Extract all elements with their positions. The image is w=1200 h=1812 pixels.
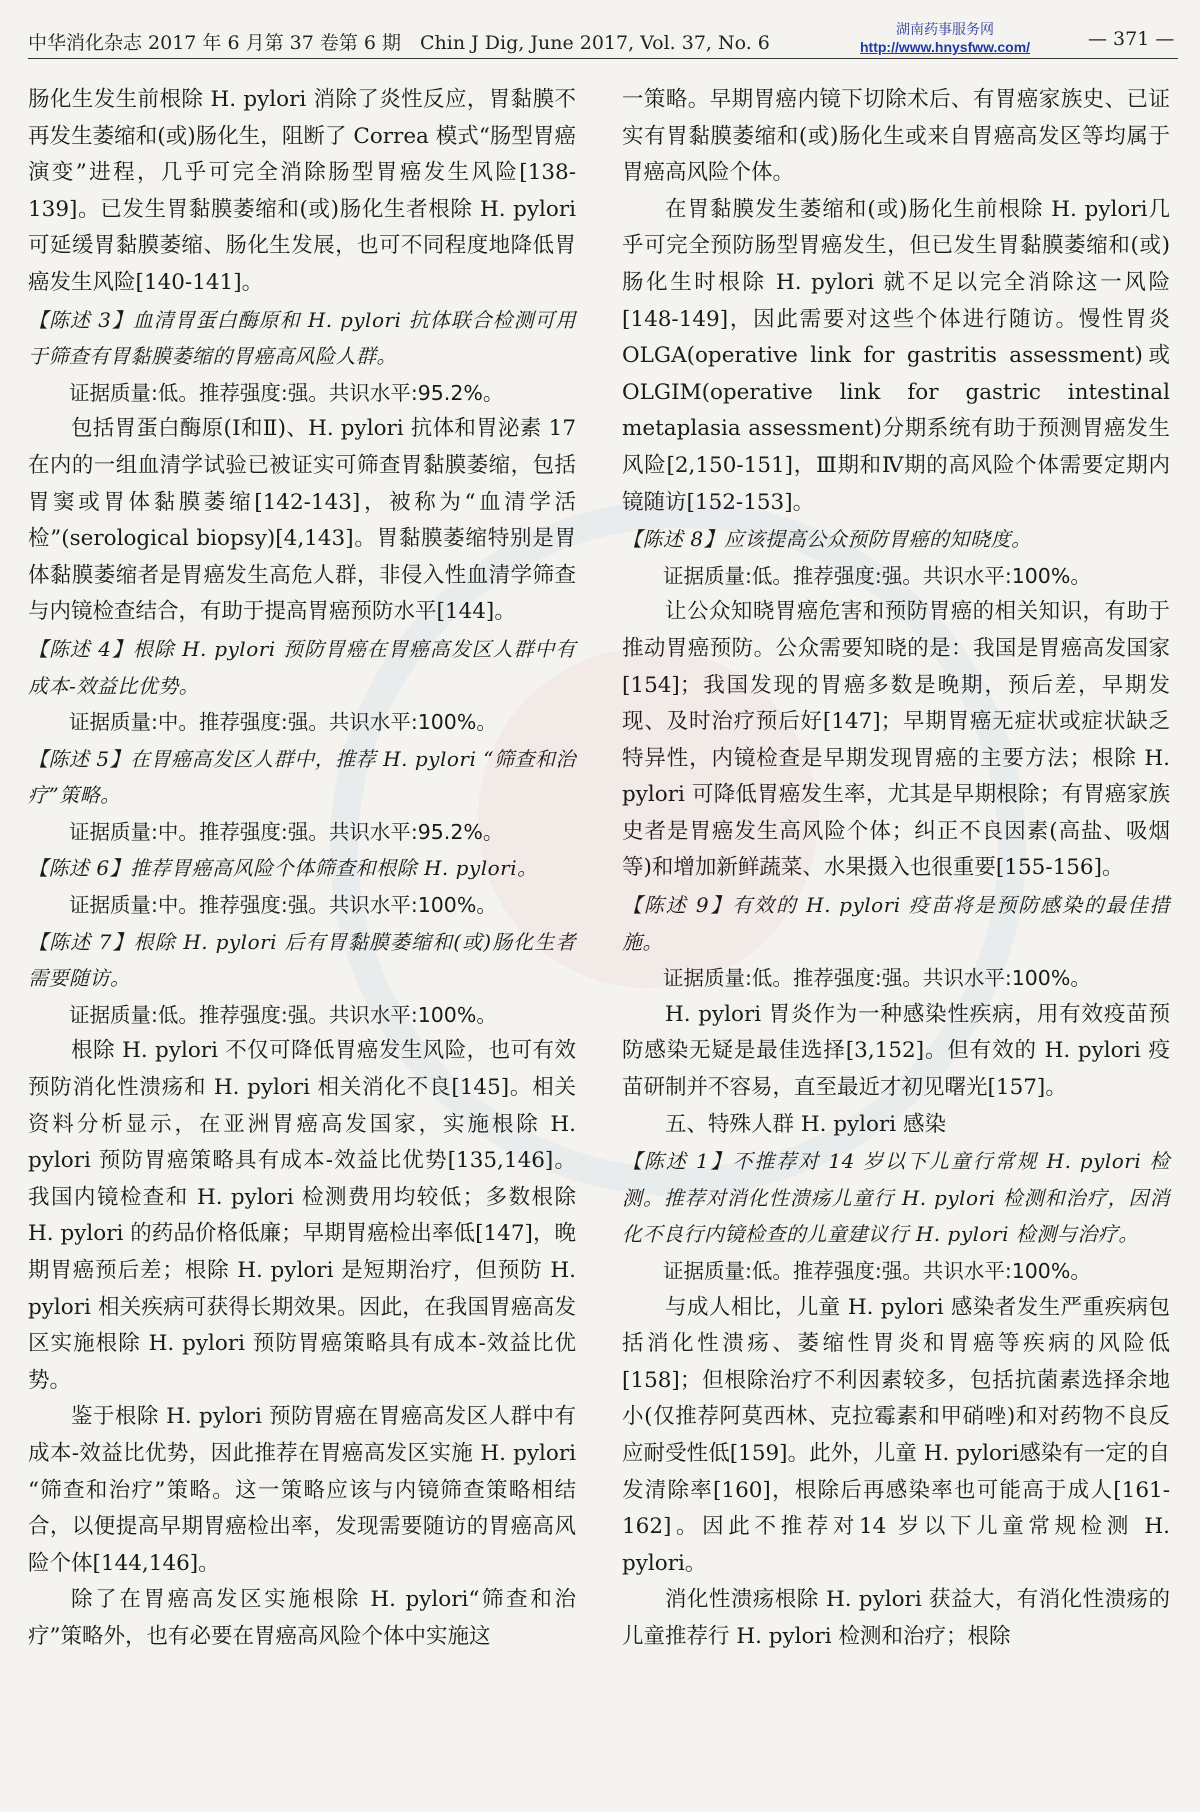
site-stamp <box>860 20 1030 56</box>
body-paragraph: 根除 H. pylori 不仅可降低胃癌发生风险，也可有效预防消化性溃疡和 H. pylori 相关消化不良[145]。相关资料分析显示，在亚洲胃癌高发国家，实施根除 H. pylori 预防胃癌策略具有成本-效益比优势[135,146]。我国内镜检查和 H. pylori 检测费用均较低；多数根除 H. pylori 的药品价格低廉；早期胃癌检出率低[147]，晚期胃癌预后差；根除 H. pylori 是短期治疗，但预防 H. pylori 相关疾病可获得长期效果。因此，在我国胃癌高发区实施根除 H. pylori 预防胃癌策略具有成本-效益比优势。 <box>28 1038 576 1393</box>
evidence-quality-line: 证据质量:低。推荐强度:强。共识水平:95.2%。 <box>69 380 504 405</box>
body-paragraph: 消化性溃疡根除 H. pylori 获益大，有消化性溃疡的儿童推荐行 H. pylori 检测和治疗；根除 <box>622 1587 1170 1649</box>
page-header <box>28 20 1178 60</box>
evidence-quality-line: 证据质量:低。推荐强度:强。共识水平:100%。 <box>69 1002 497 1027</box>
page-number: — 371 — <box>1088 28 1175 50</box>
journal-info: 中华消化杂志 2017 年 6 月第 37 卷第 6 期 Chin J Dig, June 2017, Vol. 37, No. 6 <box>28 32 770 54</box>
evidence-quality-line: 证据质量:低。推荐强度:强。共识水平:100%。 <box>663 966 1091 991</box>
site-name: 湖南药事服务网 <box>896 21 995 37</box>
body-paragraph: 除了在胃癌高发区实施根除 H. pylori“筛查和治疗”策略外，也有必要在胃癌高风险个体中实施这 <box>28 1587 576 1649</box>
evidence-quality-line: 证据质量:中。推荐强度:强。共识水平:100%。 <box>69 710 497 735</box>
statement-paragraph: 【陈述 4】根除 H. pylori 预防胃癌在胃癌高发区人群中有成本-效益比优势。 <box>28 636 576 698</box>
body-paragraph: 包括胃蛋白酶原(Ⅰ和Ⅱ)、H. pylori 抗体和胃泌素 17 在内的一组血清学试验已被证实可筛查胃黏膜萎缩，包括胃窦或胃体黏膜萎缩[142-143]，被称为“血清学活检”(serological biopsy)[4,143]。胃黏膜萎缩特别是胃体黏膜萎缩者是胃癌发生高危人群，非侵入性血清学筛查与内镜检查结合，有助于提高胃癌预防水平[144]。 <box>28 416 576 625</box>
statement-paragraph: 【陈述 6】推荐胃癌高风险个体筛查和根除 H. pylori。 <box>28 856 538 881</box>
statement-paragraph: 【陈述 1】不推荐对 14 岁以下儿童行常规 H. pylori 检测。推荐对消化性溃疡儿童行 H. pylori 检测和治疗，因消化不良行内镜检查的儿童建议行 H. pylori 检测与治疗。 <box>622 1149 1170 1247</box>
statement-paragraph: 【陈述 3】血清胃蛋白酶原和 H. pylori 抗体联合检测可用于筛查有胃黏膜萎缩的胃癌高风险人群。 <box>28 307 576 369</box>
statement-paragraph: 【陈述 8】应该提高公众预防胃癌的知晓度。 <box>622 527 1032 552</box>
statement-paragraph: 【陈述 5】在胃癌高发区人群中，推荐 H. pylori “筛查和治疗”策略。 <box>28 746 576 808</box>
section-heading: 五、特殊人群 H. pylori 感染 <box>665 1111 946 1137</box>
evidence-quality-line: 证据质量:中。推荐强度:强。共识水平:95.2%。 <box>69 819 504 844</box>
left-column <box>28 82 576 1656</box>
continued-paragraph: 一策略。早期胃癌内镜下切除术后、有胃癌家族史、已证实有胃黏膜萎缩和(或)肠化生或来自胃癌高发区等均属于胃癌高风险个体。 <box>622 87 1170 186</box>
evidence-quality-line: 证据质量:低。推荐强度:强。共识水平:100%。 <box>663 563 1091 588</box>
statement-paragraph: 【陈述 7】根除 H. pylori 后有胃黏膜萎缩和(或)肠化生者需要随访。 <box>28 929 576 991</box>
header-rule <box>28 58 1178 59</box>
statement-paragraph: 【陈述 9】有效的 H. pylori 疫苗将是预防感染的最佳措施。 <box>622 893 1170 954</box>
site-url[interactable]: http://www.hnysfww.com/ <box>860 39 1031 55</box>
body-paragraph: 在胃黏膜发生萎缩和(或)肠化生前根除 H. pylori几乎可完全预防肠型胃癌发生，但已发生胃黏膜萎缩和(或)肠化生时根除 H. pylori 就不足以完全消除这一风险[148-149]，因此需要对这些个体进行随访。慢性胃炎 OLGA(operative link for gastritis assessment)或 OLGIM(operative link for gastric intestinal metaplasia assessment)分期系统有助于预测胃癌发生风险[2,150-151]，Ⅲ期和Ⅳ期的高风险个体需要定期内镜随访[152-153]。 <box>622 196 1170 515</box>
body-paragraph: 与成人相比，儿童 H. pylori 感染者发生严重疾病包括消化性溃疡、萎缩性胃炎和胃癌等疾病的风险低[158]；但根除治疗不利因素较多，包括抗菌素选择余地小(仅推荐阿莫西林、克拉霉素和甲硝唑)和对药物不良反应耐受性低[159]。此外，儿童 H. pylori感染有一定的自发清除率[160]，根除后再感染率也可能高于成人[161-162]。因此不推荐对14 岁以下儿童常规检测 H. pylori。 <box>622 1294 1170 1576</box>
continued-paragraph: 肠化生发生前根除 H. pylori 消除了炎性反应，胃黏膜不再发生萎缩和(或)肠化生，阻断了 Correa 模式“肠型胃癌演变”进程，几乎可完全消除肠型胃癌发生风险[138-139]。已发生胃黏膜萎缩和(或)肠化生者根除 H. pylori 可延缓胃黏膜萎缩、肠化生发展，也可不同程度地降低胃癌发生风险[140-141]。 <box>28 87 576 295</box>
right-column <box>622 82 1170 1656</box>
evidence-quality-line: 证据质量:低。推荐强度:强。共识水平:100%。 <box>663 1259 1091 1283</box>
body-paragraph: 让公众知晓胃癌危害和预防胃癌的相关知识，有助于推动胃癌预防。公众需要知晓的是：我国是胃癌高发国家[154]；我国发现的胃癌多数是晚期，预后差，早期发现、及时治疗预后好[147]；早期胃癌无症状或症状缺乏特异性，内镜检查是早期发现胃癌的主要方法；根除 H. pylori 可降低胃癌发生率，尤其是早期根除；有胃癌家族史者是胃癌发生高风险个体；纠正不良因素(高盐、吸烟等)和增加新鲜蔬菜、水果摄入也很重要[155-156]。 <box>622 599 1170 881</box>
evidence-quality-line: 证据质量:中。推荐强度:强。共识水平:100%。 <box>69 893 497 918</box>
body-paragraph: 鉴于根除 H. pylori 预防胃癌在胃癌高发区人群中有成本-效益比优势，因此推荐在胃癌高发区实施 H. pylori “筛查和治疗”策略。这一策略应该与内镜筛查策略相结合，以便提高早期胃癌检出率，发现需要随访的胃癌高风险个体[144,146]。 <box>28 1404 576 1576</box>
body-paragraph: H. pylori 胃炎作为一种感染性疾病，用有效疫苗预防感染无疑是最佳选择[3,152]。但有效的 H. pylori 疫苗研制并不容易，直至最近才初见曙光[157]。 <box>622 1001 1170 1101</box>
